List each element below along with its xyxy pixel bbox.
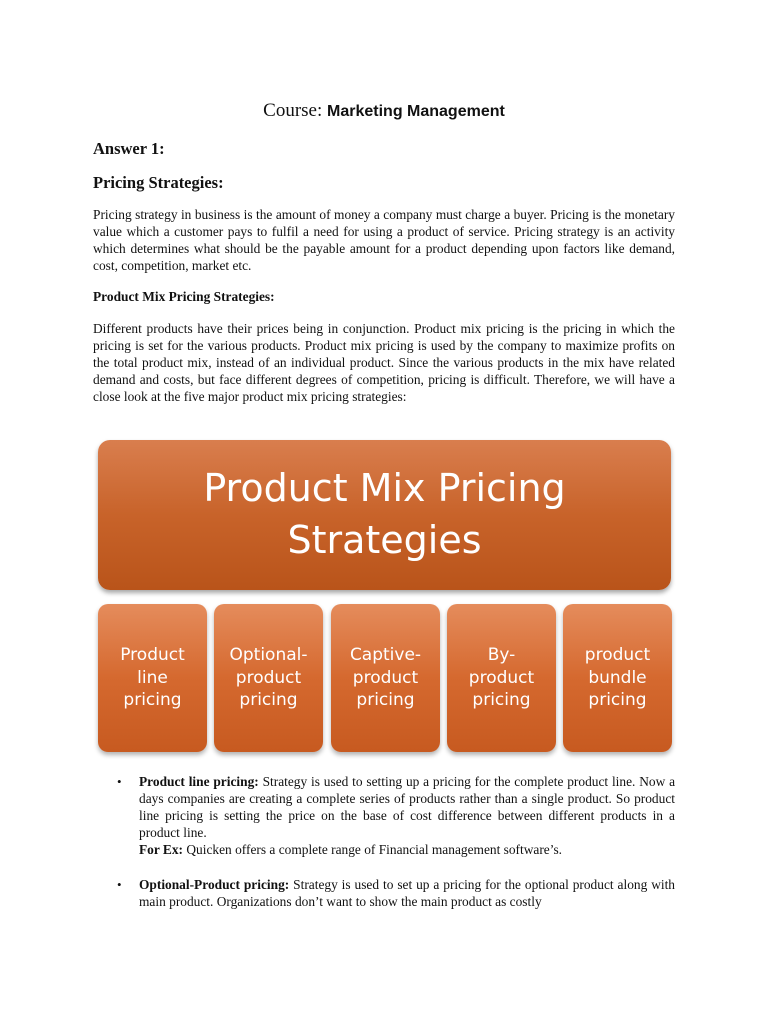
pricing-strategies-heading: Pricing Strategies: [93, 173, 224, 192]
product-mix-paragraph: Different products have their prices being in conjunction. Product mix pricing is the pricing in which the pricing is set for the various products. Product mix pricing is used by the company to maximize profits on the total product mix, instead of an individual product. Since the various products in the mix have related demand and costs, but face different degrees of competition, pricing is difficult. Therefore, we will have a close look at the five major product mix pricing strategies: [93, 321, 675, 404]
course-label: Course: [263, 100, 323, 121]
product-mix-heading: Product Mix Pricing Strategies: [93, 289, 275, 304]
bullet-text: Strategy is used to setting up a pricing for the complete product line. Now a days companies are creating a complete series of products rather than a single product. So product line pricing is setting the price on the base of cost difference between different products in a product line. [139, 774, 676, 840]
strategy-box-label: bundle [588, 667, 647, 688]
bullet-text: Strategy is used to set up a pricing for the optional product along with main product. Organizations don’t want to show the main product as costly [139, 877, 675, 909]
bullet-dot: • [117, 774, 122, 789]
strategy-box-label: Captive- [349, 645, 422, 666]
strategy-box-label: product [235, 667, 302, 688]
strategy-box-captive-product [331, 604, 440, 752]
strategy-box-label: line [137, 667, 168, 688]
example-text: Quicken offers a complete range of Financial management software’s. [183, 842, 563, 857]
strategy-box-label: By- [487, 645, 516, 666]
list-item-product-line-pricing [117, 773, 676, 858]
intro-paragraph: Pricing strategy in business is the amount of money a company must charge a buyer. Pricing is the monetary value which a customer pays to fulfil a need for using a product of service. Pricing strategy is an activity which determines what should be the payable amount for a product depending upon factors like demand, cost, competition, market etc. [93, 207, 675, 273]
answer-heading: Answer 1: [93, 139, 165, 158]
diagram-title-box [98, 440, 671, 590]
course-name: Marketing Management [327, 103, 505, 120]
list-item-optional-product-pricing [117, 876, 675, 910]
strategy-box-product-line [98, 604, 207, 752]
strategy-box-label: pricing [123, 690, 182, 711]
course-title [0, 100, 768, 122]
strategy-box-label: pricing [356, 690, 415, 711]
strategy-box-optional-product [214, 604, 323, 752]
strategy-box-label: product [468, 667, 535, 688]
bullet-dot: • [117, 877, 122, 892]
example-label: For Ex: [139, 842, 184, 857]
strategy-box-label: pricing [472, 690, 531, 711]
bullet-term: Optional-Product pricing: [139, 877, 290, 892]
strategy-box-label: Optional- [229, 645, 308, 666]
strategy-box-by-product [447, 604, 556, 752]
diagram-title-line-1: Product Mix Pricing [203, 466, 566, 510]
bullet-term: Product line pricing: [139, 774, 259, 789]
strategy-box-label: Product [120, 645, 185, 666]
strategy-box-label: pricing [239, 690, 298, 711]
strategy-box-label: product [352, 667, 419, 688]
strategy-box-product-bundle [563, 604, 672, 752]
diagram-title-line-2: Strategies [287, 518, 482, 562]
strategy-box-label: product [584, 645, 651, 666]
strategy-box-label: pricing [588, 690, 647, 711]
